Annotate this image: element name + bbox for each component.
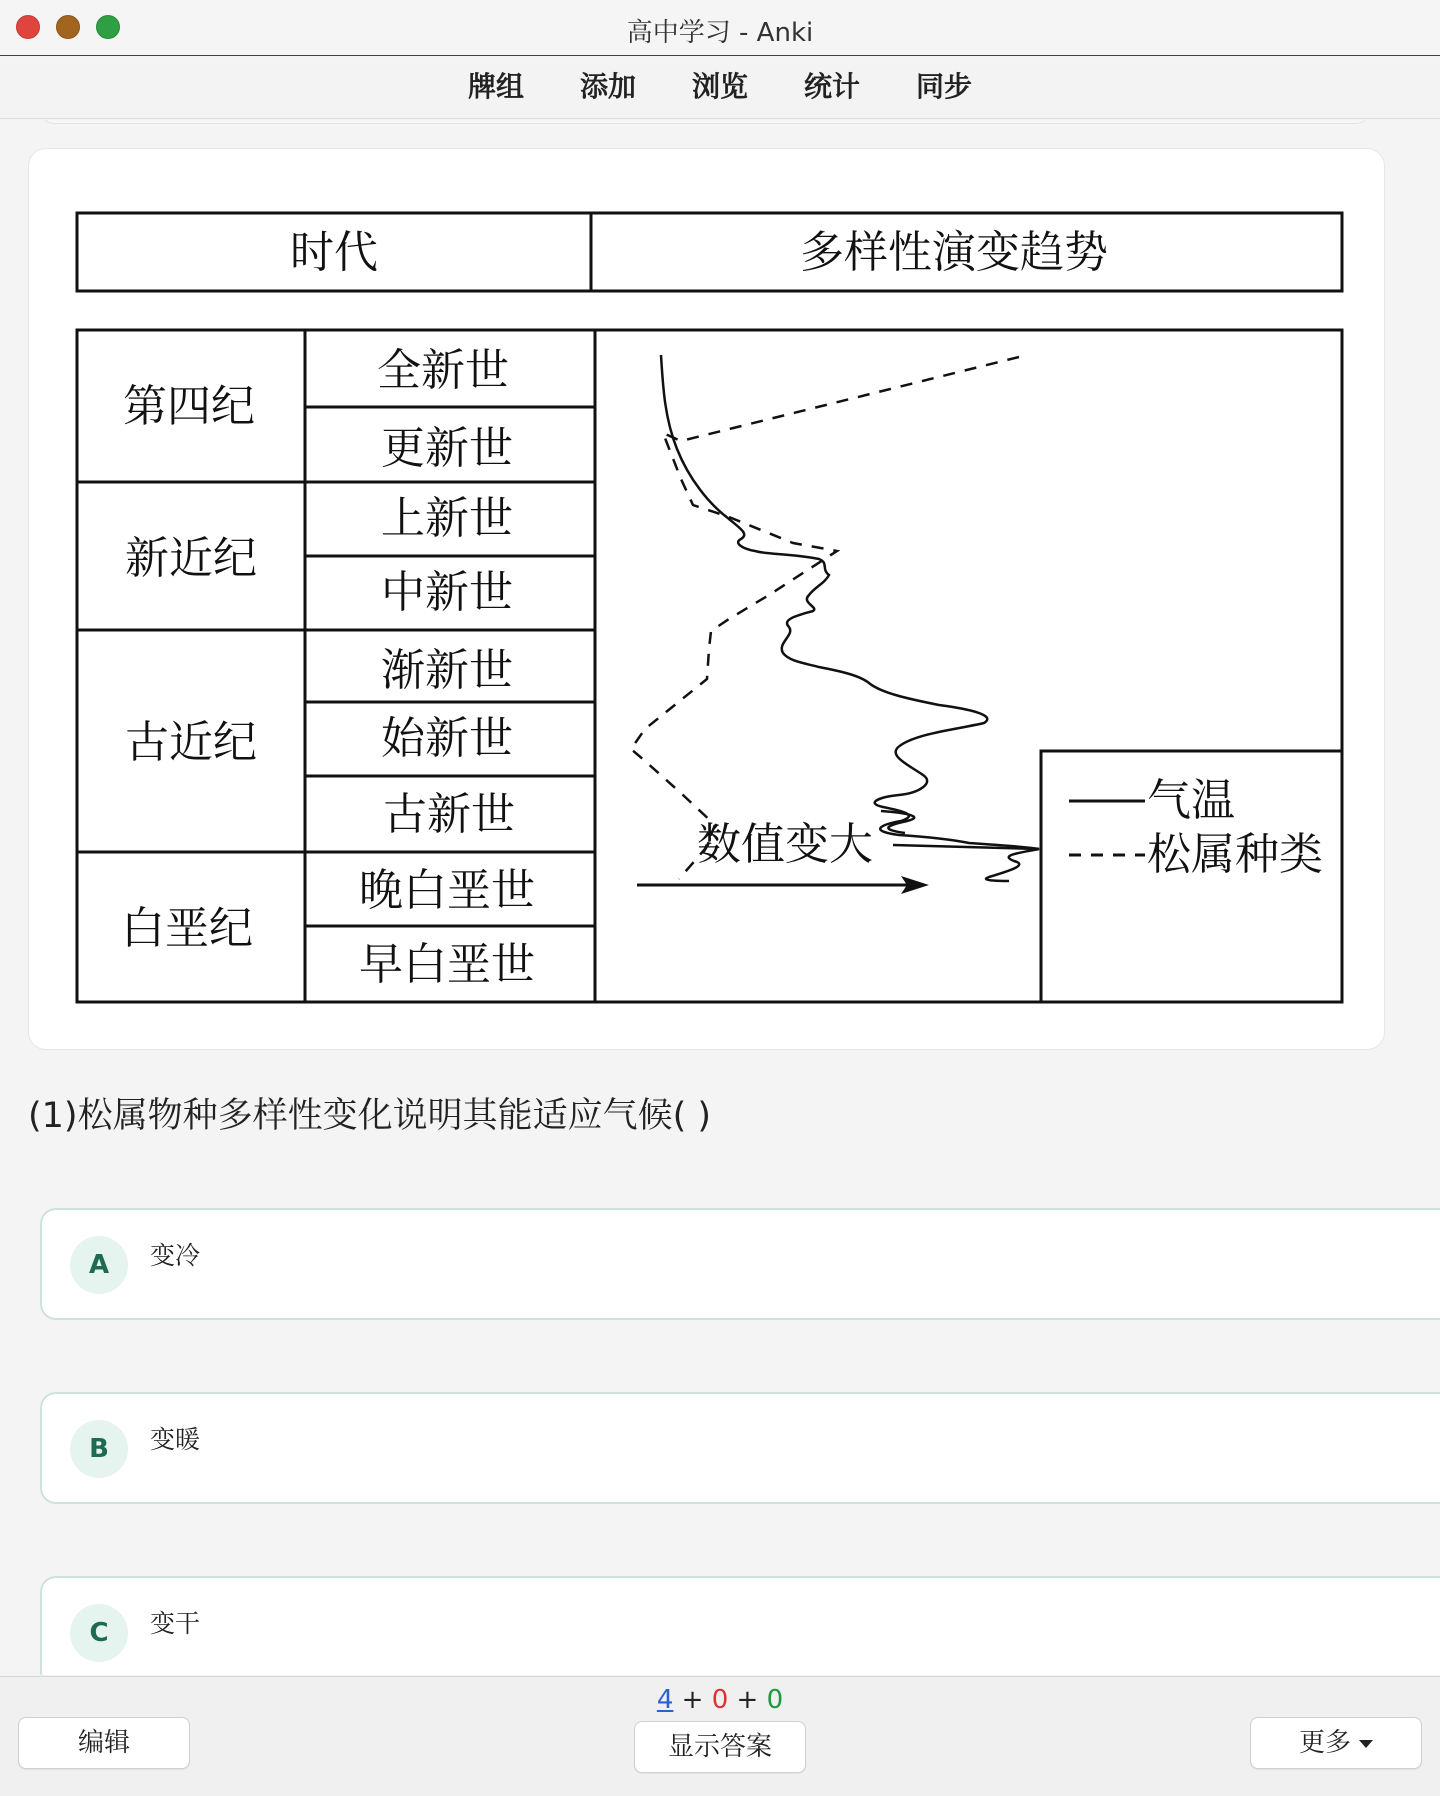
due-count: 0 [766, 1685, 784, 1715]
more-button-label: 更多 [1298, 1728, 1351, 1758]
epoch-late-cretaceous: 晚白垩世 [359, 865, 535, 916]
edit-button[interactable] [18, 1717, 190, 1769]
option-c-badge: C [70, 1604, 128, 1662]
option-a[interactable] [40, 1208, 1440, 1320]
epoch-pliocene: 上新世 [381, 493, 513, 544]
title-bar [0, 0, 1440, 56]
option-a-badge: A [70, 1236, 128, 1294]
epoch-eocene: 始新世 [381, 713, 513, 764]
epoch-pleistocene: 更新世 [381, 423, 513, 474]
bottom-bar [0, 1676, 1440, 1796]
window-title: 高中学习 - Anki [626, 18, 814, 48]
period-quaternary: 第四纪 [123, 381, 255, 432]
menu-stats[interactable]: 统计 [804, 70, 861, 103]
show-answer-label: 显示答案 [667, 1732, 772, 1762]
header-era: 时代 [290, 227, 378, 278]
option-c-text: 变干 [150, 1609, 201, 1638]
diversity-figure [29, 149, 1386, 1051]
count-separator: + [681, 1685, 704, 1715]
card-content[interactable] [0, 120, 1440, 1675]
figure-card [28, 148, 1385, 1050]
pine-species-curve [631, 357, 1019, 879]
chevron-down-icon [1359, 1740, 1373, 1748]
option-b-text: 变暖 [150, 1425, 201, 1454]
option-b[interactable] [40, 1392, 1440, 1504]
period-paleogene: 古近纪 [125, 717, 257, 768]
axis-label: 数值变大 [697, 819, 873, 870]
menu-decks[interactable]: 牌组 [467, 70, 524, 103]
temperature-curve [661, 355, 1039, 881]
legend-pine-species: 松属种类 [1147, 829, 1323, 880]
epoch-early-cretaceous: 早白垩世 [359, 939, 535, 990]
legend-temperature: 气温 [1147, 775, 1235, 826]
option-c[interactable] [40, 1576, 1440, 1675]
menu-browse[interactable]: 浏览 [691, 70, 748, 103]
edit-button-label: 编辑 [77, 1728, 130, 1758]
show-answer-button[interactable] [634, 1721, 806, 1773]
count-separator: + [736, 1685, 759, 1715]
period-cretaceous: 白垩纪 [121, 903, 253, 954]
menu-add[interactable]: 添加 [579, 70, 636, 103]
new-count[interactable]: 4 [656, 1685, 674, 1715]
top-menu-bar [0, 57, 1440, 119]
epoch-oligocene: 渐新世 [381, 645, 513, 696]
epoch-miocene: 中新世 [381, 567, 513, 618]
learn-count: 0 [711, 1685, 729, 1715]
period-neogene: 新近纪 [125, 533, 257, 584]
menu-sync[interactable]: 同步 [916, 70, 973, 103]
more-button[interactable] [1250, 1717, 1422, 1769]
option-a-text: 变冷 [150, 1241, 201, 1270]
option-b-badge: B [70, 1420, 128, 1478]
epoch-holocene: 全新世 [377, 345, 509, 396]
review-counts [0, 1685, 1440, 1715]
header-table [77, 213, 1342, 291]
question-text: (1)松属物种多样性变化说明其能适应气候( ) [28, 1096, 712, 1136]
epoch-paleocene: 古新世 [383, 789, 515, 840]
previous-card-edge [40, 120, 1370, 124]
header-trend: 多样性演变趋势 [800, 227, 1108, 278]
